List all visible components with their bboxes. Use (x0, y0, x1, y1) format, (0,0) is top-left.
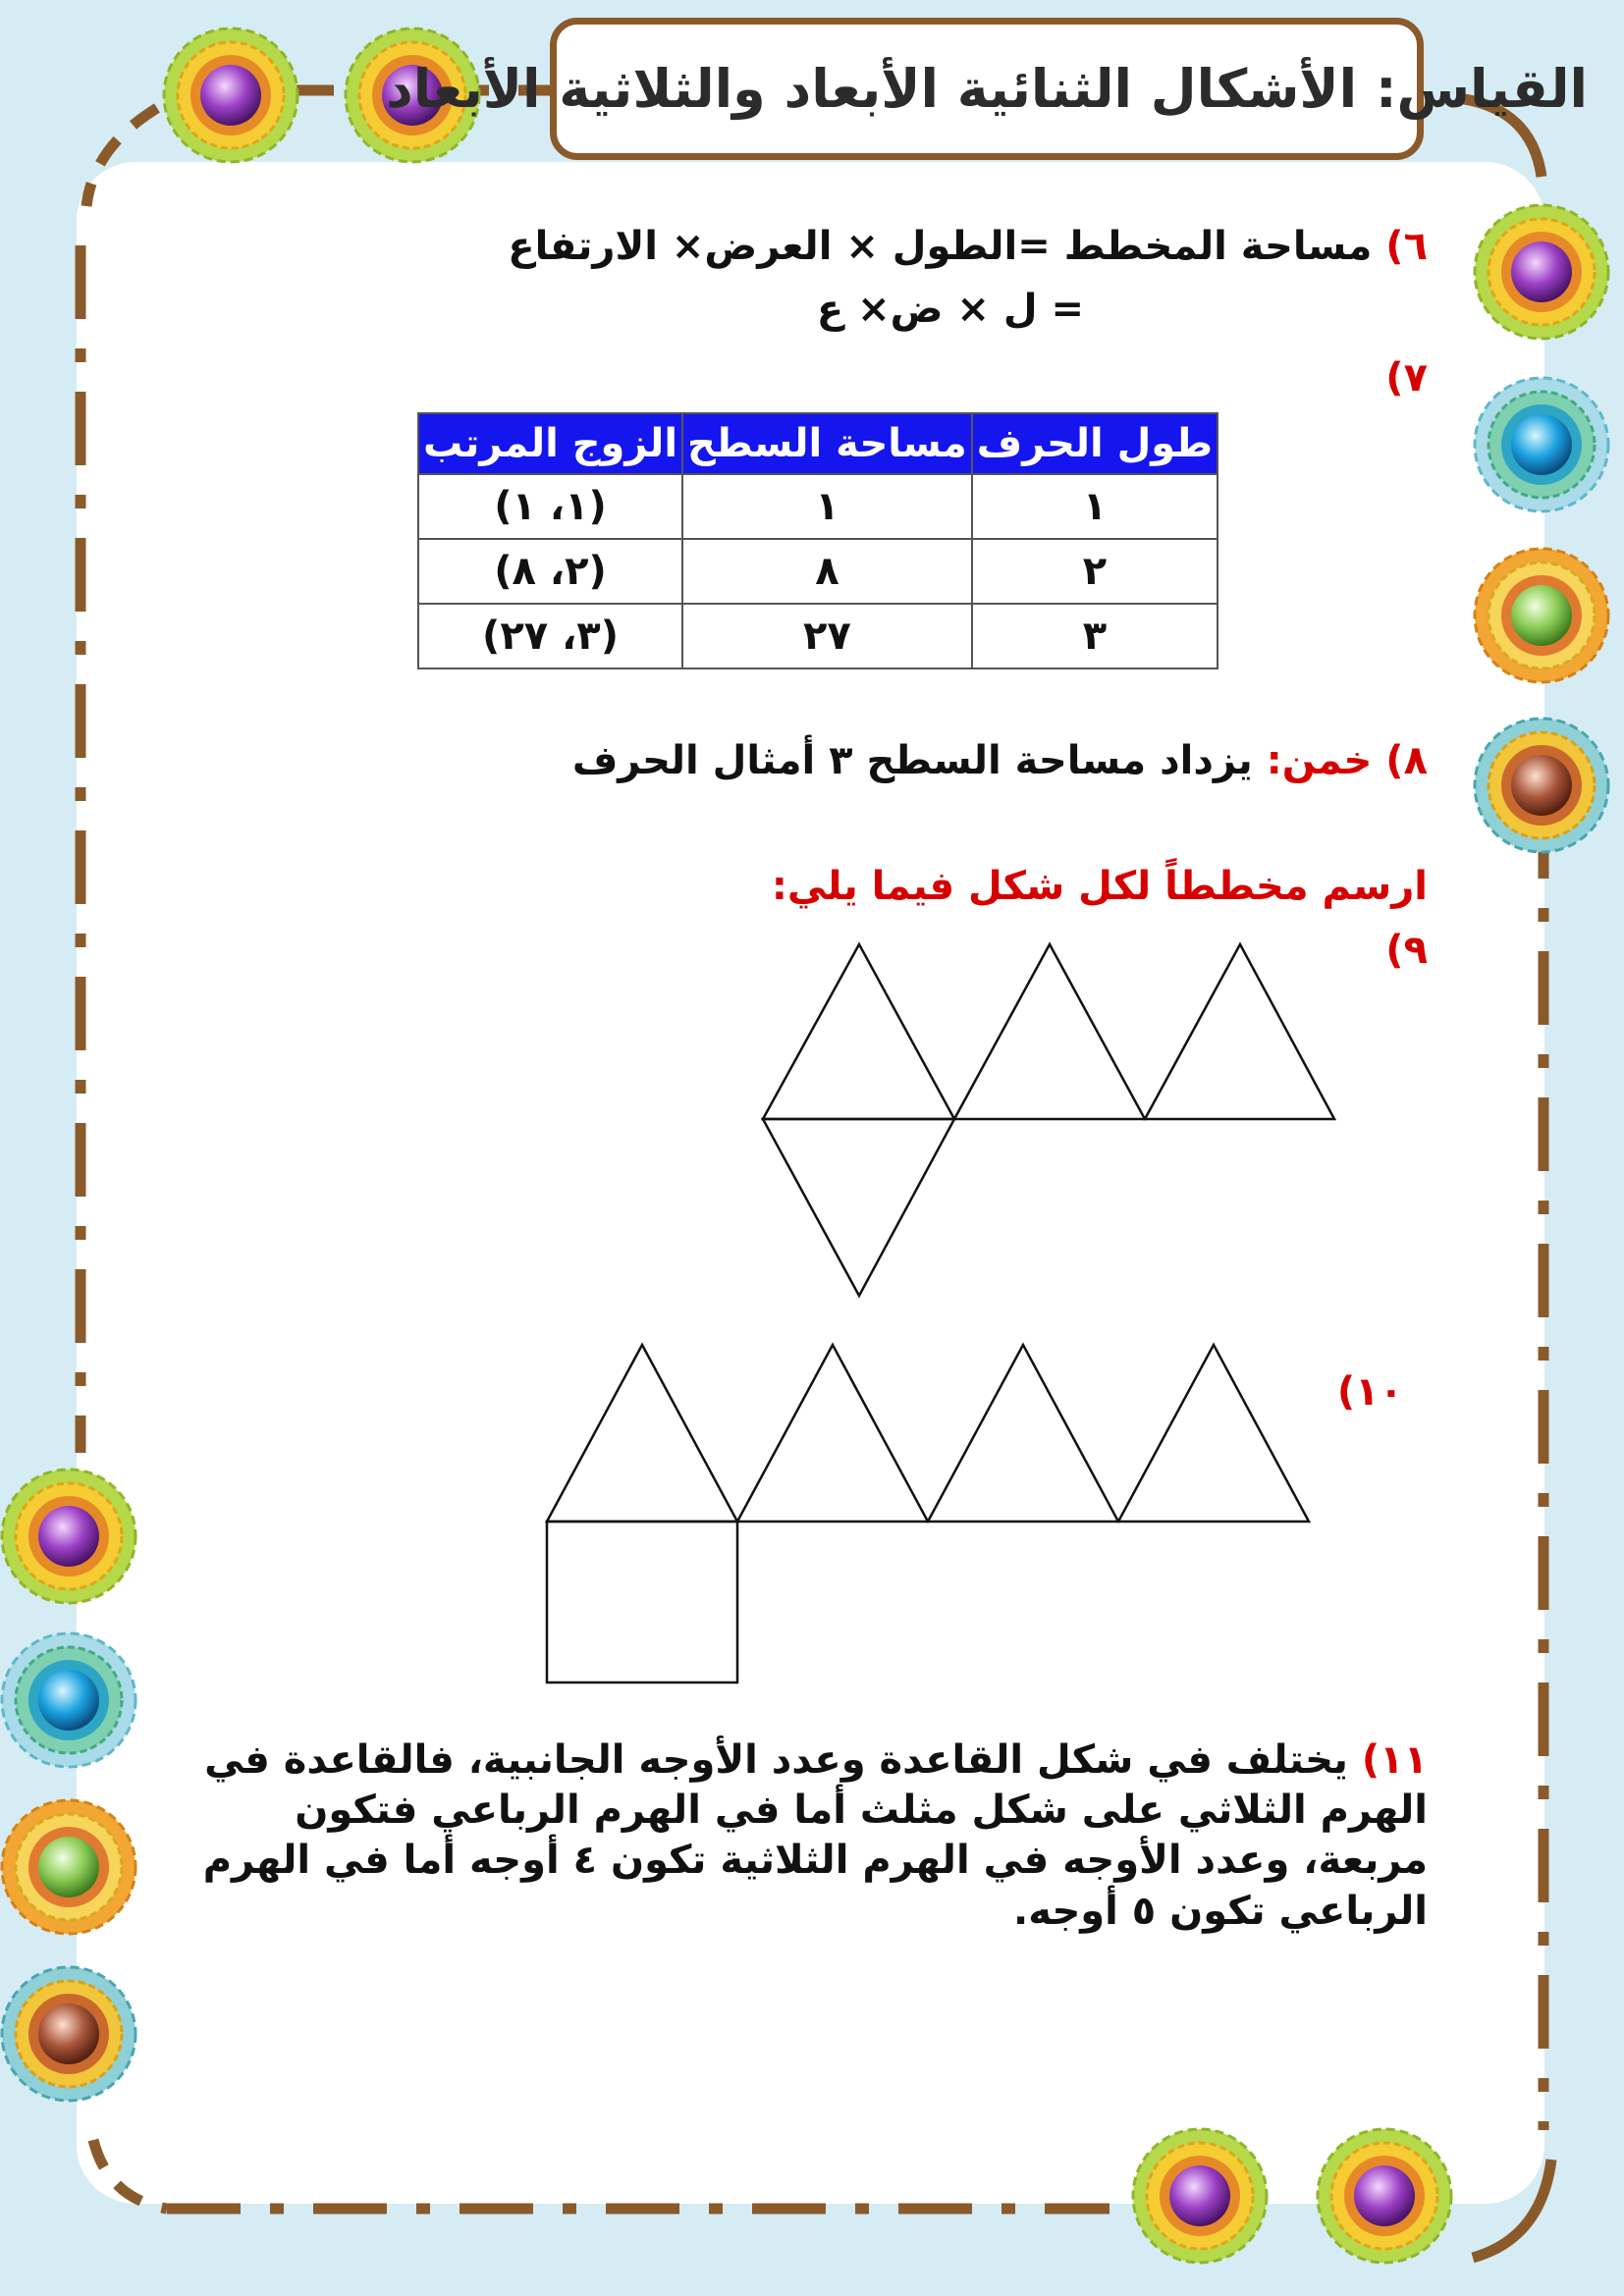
header-edge-length: طول الحرف (972, 413, 1218, 474)
question-11-number: ١١) (1361, 1737, 1428, 1783)
question-8-label: خمن: (1266, 738, 1373, 783)
question-6-formula: مساحة المخطط =الطول × العرض× الارتفاع (508, 224, 1373, 269)
table-cell: (١، ١) (418, 474, 682, 539)
triangular-pyramid-net (763, 944, 1334, 1296)
question-6-line-2: = ل × ض× ع (816, 287, 1084, 332)
question-11 (190, 1735, 1428, 1937)
table-cell: ٢ (972, 539, 1218, 604)
table-cell: ٨ (682, 539, 972, 604)
table-cell: (٢، ٨) (418, 539, 682, 604)
table-cell: ١ (682, 474, 972, 539)
question-6-number: ٦) (1385, 224, 1428, 269)
question-11-answer: يختلف في شكل القاعدة وعدد الأوجه الجانبية، فالقاعدة في الهرم الثلاثي على شكل مثلث أما في الهرم الرباعي فتكون مربعة، وعدد الأوجه في الهرم الثلاثية تكون ٤ أوجه أما في الهرم الرباعي تكون ٥ أوجه. (202, 1737, 1428, 1934)
square-pyramid-net (547, 1345, 1309, 1682)
table-cell: (٣، ٢٧) (418, 604, 682, 668)
question-7-number: ٧) (1385, 355, 1428, 400)
table-cell: ٢٧ (682, 604, 972, 668)
question-9-number: ٩) (1385, 928, 1428, 973)
drawing-instruction: ارسم مخططاً لكل شكل فيما يلي: (771, 864, 1428, 909)
header-surface-area: مساحة السطح (682, 413, 972, 474)
header-ordered-pair: الزوج المرتب (418, 413, 682, 474)
page-title: القياس: الأشكال الثنائية الأبعاد والثلاثية الأبعاد (385, 58, 1589, 120)
question-8-number: ٨) (1385, 738, 1428, 783)
question-10-number: ١٠) (1336, 1369, 1403, 1415)
table-cell: ١ (972, 474, 1218, 539)
table-cell: ٣ (972, 604, 1218, 668)
question-8-answer: يزداد مساحة السطح ٣ أمثال الحرف (571, 738, 1253, 783)
